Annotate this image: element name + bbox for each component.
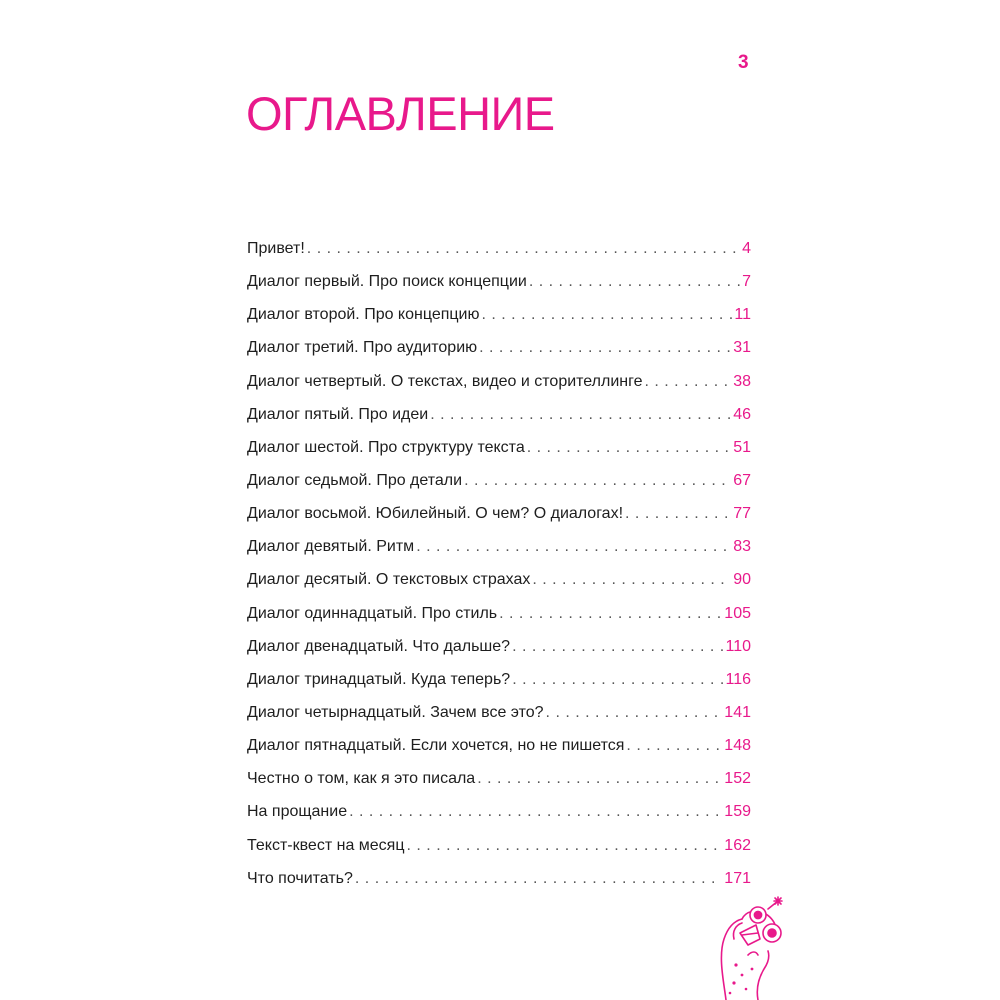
toc-entry[interactable] [247,497,751,530]
toc-entry-page: 46 [733,405,751,423]
toc-entry-title: Диалог пятнадцатый. Если хочется, но не пишется [247,737,625,755]
toc-entry-page: 152 [724,770,751,788]
toc-entry-page: 83 [733,538,751,556]
page-number: 3 [738,52,749,73]
dot-leader [430,398,731,431]
toc-entry[interactable] [247,265,751,298]
toc-entry[interactable] [247,563,751,596]
toc-entry[interactable] [247,298,751,331]
toc-entry[interactable] [247,795,751,828]
toc-entry[interactable] [247,630,751,663]
toc-entry-page: 51 [733,438,751,456]
toc-entry-page: 38 [733,372,751,390]
cartoon-creature-icon [712,895,802,1000]
toc-entry[interactable] [247,431,751,464]
dot-leader [499,597,722,630]
dot-leader [546,696,723,729]
toc-entry-title: Честно о том, как я это писала [247,770,476,788]
dot-leader [645,365,732,398]
toc-entry[interactable] [247,597,751,630]
dot-leader [464,464,731,497]
toc-entry[interactable] [247,663,751,696]
toc-entry-title: Диалог пятый. Про идеи [247,405,429,423]
toc-entry-page: 159 [724,803,751,821]
toc-entry[interactable] [247,365,751,398]
toc-entry[interactable] [247,530,751,563]
table-of-contents [247,232,751,895]
toc-entry-title: На прощание [247,803,348,821]
toc-entry[interactable] [247,331,751,364]
toc-entry-title: Диалог тринадцатый. Куда теперь? [247,670,511,688]
dot-leader [625,497,731,530]
toc-entry[interactable] [247,398,751,431]
toc-entry[interactable] [247,464,751,497]
dot-leader [529,265,740,298]
toc-entry-title: Диалог третий. Про аудиторию [247,339,478,357]
page-title: ОГЛАВЛЕНИЕ [246,87,555,140]
dot-leader [307,232,740,265]
dot-leader [407,829,723,862]
toc-entry-page: 31 [733,339,751,357]
dot-leader [479,331,731,364]
toc-entry-title: Диалог шестой. Про структуру текста [247,438,525,456]
toc-entry-page: 7 [742,273,751,291]
toc-entry-title: Текст-квест на месяц [247,836,405,854]
toc-entry-page: 110 [725,637,751,655]
toc-entry-page: 77 [733,505,751,523]
toc-entry[interactable] [247,829,751,862]
toc-entry[interactable] [247,862,751,895]
toc-entry-title: Диалог девятый. Ритм [247,538,415,556]
toc-entry-title: Диалог четвертый. О текстах, видео и сторителлинге [247,372,643,390]
dot-leader [527,431,731,464]
toc-entry[interactable] [247,762,751,795]
dot-leader [512,663,723,696]
toc-entry-page: 148 [724,737,751,755]
toc-entry-title: Диалог двенадцатый. Что дальше? [247,637,511,655]
toc-entry-page: 11 [734,306,751,324]
toc-entry-title: Диалог восьмой. Юбилейный. О чем? О диалогах! [247,505,624,523]
toc-entry-page: 162 [724,836,751,854]
toc-entry-title: Диалог второй. Про концепцию [247,306,480,324]
toc-entry[interactable] [247,232,751,265]
dot-leader [512,630,723,663]
dot-leader [482,298,733,331]
toc-entry-page: 105 [724,604,751,622]
dot-leader [349,795,722,828]
toc-entry-page: 141 [724,703,751,721]
toc-entry-title: Что почитать? [247,869,353,887]
toc-entry[interactable] [247,729,751,762]
toc-entry-title: Диалог седьмой. Про детали [247,471,463,489]
toc-entry-page: 90 [733,571,751,589]
toc-entry-title: Диалог одиннадцатый. Про стиль [247,604,498,622]
dot-leader [477,762,722,795]
toc-entry-title: Диалог первый. Про поиск концепции [247,273,527,291]
toc-entry-page: 171 [724,869,751,887]
toc-entry-page: 116 [725,670,751,688]
dot-leader [416,530,731,563]
dot-leader [532,563,731,596]
toc-entry[interactable] [247,696,751,729]
toc-entry-title: Привет! [247,240,305,257]
dot-leader [355,862,722,895]
toc-entry-title: Диалог четырнадцатый. Зачем все это? [247,703,544,721]
toc-entry-page: 67 [733,471,751,489]
toc-entry-page: 4 [742,240,751,257]
toc-entry-title: Диалог десятый. О текстовых страхах [247,571,531,589]
dot-leader [626,729,722,762]
